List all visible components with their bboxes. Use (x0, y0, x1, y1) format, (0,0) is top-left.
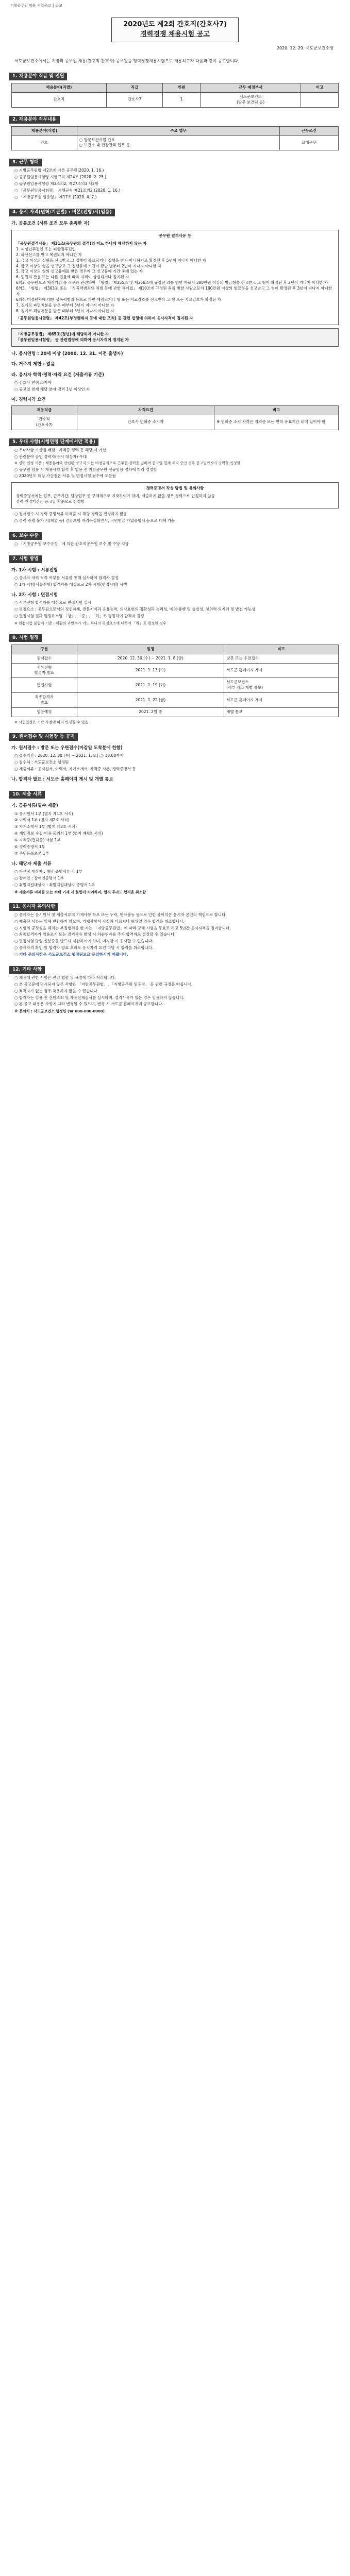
section-10-list-b (14, 869, 339, 888)
table-header: 비고 (224, 645, 339, 654)
section-7-list-b (14, 600, 339, 619)
section-2-heading: 2. 채용분야 직무내용 (9, 116, 60, 124)
section-5-list-2 (14, 512, 339, 524)
section-3-list (14, 168, 339, 200)
list-item: ○ 공고일 현재 해당 분야 경력 1년 이상인 자 (14, 386, 90, 392)
box-line: 6의3. 「형법」 제303조 또는 「성폭력범죄의 처벌 등에 관한 특례법」 제10조에 규정된 죄를 범한 사람으로서 100만원 이상의 벌금형을 선고받고 그 형이 확정된 후 3년이 지나지 아니한 자 (16, 286, 332, 296)
list-item: ○ 평정요소 : 공무원으로서의 정신자세, 전문지식과 응용능력, 의사표현의 정확성과 논리성, 예의·품행 및 성실성, 창의력·의지력 및 발전 가능성 (14, 606, 256, 612)
table-header: 근무 예정부서 (201, 83, 301, 93)
title-meta (7, 45, 343, 52)
disqualification-box (11, 230, 339, 325)
box-line: 8. 징계로 해임처분을 받은 때부터 3년이 지나지 아니한 자 (16, 308, 114, 313)
age-limit-box (11, 328, 339, 347)
table-cell: 서도군 홈페이지 게시 (224, 693, 339, 708)
table-cell: 방문 또는 우편접수 (224, 654, 339, 663)
table-cell: 면접시험 (12, 678, 77, 693)
section-5 (7, 438, 343, 524)
list-item: ○ 기타 문의사항은 서도군보건소 행정팀으로 문의하시기 바랍니다. (14, 952, 128, 957)
list-item: ① 응시원서 1부 (별지 제1호 서식) (14, 811, 73, 816)
section-4-sub-b: 나. 응시연령 : 20세 이상 (2000. 12. 31. 이전 출생자) (11, 351, 123, 357)
section-2 (7, 116, 343, 151)
table-cell: ※ 면허증 소지 자격은 자격증 또는 면허 유효기간 내에 있어야 함 (214, 415, 339, 430)
section-4-sub-d: 라. 응시자 학력·경력·자격 요건 (제출서류 기준) (11, 372, 105, 378)
box-line: 「지방공무원법」 제65조(정년)에 해당하지 아니한 자 (16, 332, 109, 337)
table-row (12, 678, 339, 693)
table-header: 인원 (163, 83, 201, 93)
list-item: ○ 취업지원대상자 : 취업지원대상자 증명서 1부 (14, 882, 95, 887)
table-header: 채용분야(직렬) (12, 83, 107, 93)
section-4-extra (14, 380, 339, 393)
section-3-heading: 3. 근무 형태 (9, 159, 42, 166)
table-cell: 임용예정 (12, 707, 77, 717)
list-item: ○ 본 공고 내용은 사정에 따라 변경될 수 있으며, 변경 시 서도군 홈페이지에 공고합니다. (14, 1002, 163, 1007)
section-7-sub-b: 나. 2차 시험 : 면접시험 (11, 592, 58, 598)
list-item: ○ 「지방공무원 보수규정」에 의한 간호직공무원 보수 및 수당 지급 (14, 541, 129, 546)
section-4-sub-e: 마. 경력자격 요건 (11, 397, 46, 402)
table-header: 비고 (301, 83, 339, 93)
box-title: 공무원 결격사유 등 (158, 233, 192, 239)
table-header: 구분 (12, 645, 77, 654)
table-header: 주요 업무 (77, 126, 279, 135)
list-item: ○ 원서접수 시 경력 증빙서류 미제출 시 해당 경력을 인정하지 않음 (14, 511, 127, 516)
table-cell: 서도군 홈페이지 게시 (224, 663, 339, 678)
section-7-list-a (14, 575, 339, 588)
list-item: ○ 공무원임용시험령 시행규칙 제24조 (2020. 2. 25.) (14, 175, 107, 180)
list-item: ○ 응시자 자격 적격 여부를 서류를 통해 심사하여 합격자 결정 (14, 575, 119, 580)
box-line: 6. 법원의 판결 또는 다른 법률에 따라 자격이 상실되거나 정지된 자 (16, 275, 129, 280)
table-row (12, 654, 339, 663)
list-item: ⑤ 자격증(면허증) 사본 1부 (14, 838, 61, 843)
section-10-heading: 10. 제출 서류 (9, 791, 45, 799)
table-header: 직급 (106, 83, 163, 93)
list-item: ○ 응시자격 확인 및 합격자 발표 후라도 응시자격 요건 미달 시 합격을 취소합니다. (14, 945, 154, 951)
box-line: 4. 금고 이상의 형을 선고받고 그 집행유예 기간이 끝난 날부터 2년이 지나지 아니한 자 (16, 263, 162, 268)
announcement-page (7, 0, 343, 1026)
intro-text: 서도군보건소에서는 지방의 공무원 채용(간호직 간호사) 공무원을 경력경쟁채용시험으로 채용하고자 다음과 같이 공고합니다. (14, 59, 240, 64)
list-item: ○ 간호사 면허 소지자 (14, 380, 52, 385)
table-header: 비고 (214, 406, 339, 415)
table-cell: 1 (163, 92, 201, 107)
meta-org: 서도군보건소장 (305, 45, 334, 50)
title-box (111, 18, 239, 42)
section-9 (7, 733, 343, 783)
table-header: 채용분야(직렬) (12, 126, 77, 135)
section-7-heading: 7. 시험 방법 (9, 555, 42, 563)
section-7-sub-a: 가. 1차 시험 : 서류전형 (11, 567, 58, 573)
box-line: 경력증명서에는 업무, 근무기간, 담당업무 등 구체적으로 기재하여야 하며, 제출하지 않을 경우 경력으로 인정하지 않음 (16, 494, 215, 499)
list-item: ○ 공무원임용시험령 제3조의2, 제27조의3 제2항 (14, 181, 99, 187)
list-item: ○ 경력 증명 불가 시(폐업 등) 건강보험 자격득실확인서, 국민연금 가입증명서 등으로 대체 가능 (14, 518, 175, 523)
section-6 (7, 532, 343, 547)
box-line: 3. 금고 이상의 실형을 선고받고 그 집행이 종료되거나 집행을 받지 아니하기로 확정된 후 5년이 지나지 아니한 자 (16, 258, 206, 263)
box-line: 경력 인정기간은 공고일 기준으로 산정함 (16, 499, 85, 504)
table-cell: 2021. 1. 19.(화) (77, 678, 224, 693)
section-4 (7, 209, 343, 430)
list-item: ○ 접수기간 : 2020. 12. 30.(수) ~ 2021. 1. 8.(금) 18:00까지 (14, 753, 124, 758)
list-item: ○ 1차 시험(서류전형) 합격자를 대상으로 2차 시험(면접시험) 시행 (14, 582, 127, 587)
table-row (12, 135, 339, 150)
list-item: ○ 시험의 공정성을 해치는 부정행위를 한 자는 「지방공무원법」에 따라 당해 시험을 무효로 하고 5년간 응시자격을 정지합니다. (14, 925, 231, 930)
box-line: 6의2. 공무원으로 재직기간 중 직무와 관련하여 「형법」 제355조 및 제356조에 규정된 죄를 범한 자로서 300만원 이상의 벌금형을 선고받고 그 형이 확정된 후 2년이 지나지 아니한 자 (16, 280, 328, 285)
title-line-1: 2020년도 제2회 간호직(간호사7) (123, 21, 227, 29)
list-item: ○ 서류전형 합격자를 대상으로 면접시험 실시 (14, 600, 91, 605)
list-item: ○ 제출된 서류는 일체 반환하지 않으며, 기재사항이 사실과 다르거나 허위일 경우 합격을 취소합니다. (14, 919, 185, 924)
section-9-sub-b: 나. 합격자 발표 : 서도군 홈페이지 게시 및 개별 통보 (11, 776, 113, 782)
section-10 (7, 791, 343, 895)
list-item: ○ 우대사항 가산점 배점 : 자격증·경력 등 해당 시 가산 (14, 447, 106, 452)
table-header: 채용직급 (12, 406, 77, 415)
list-item: ○ 면접시험 결과 평정요소별 「상」, 「중」, 「하」로 평정하여 합격자 결정 (14, 613, 144, 618)
table-cell: 개별 통보 (224, 707, 339, 717)
qualification-table (11, 405, 339, 430)
section-4-sub-c: 다. 거주지 제한 : 없음 (11, 362, 55, 367)
schedule-table (11, 645, 339, 717)
section-7-note: ※ 면접시험 불합격 기준 : 위원의 과반수가 어느 하나의 평정요소에 대하여 「하」로 평정한 경우 (14, 621, 166, 625)
list-item: ⑦ 주민등록초본 1부 (14, 851, 49, 856)
section-10-sub-b: 나. 해당자 제출 서류 (11, 861, 52, 867)
table-cell (301, 92, 339, 107)
table-row (12, 663, 339, 678)
table-header: 근무조건 (279, 126, 338, 135)
list-item: ○ 장애인 : 장애인증명서 1부 (14, 875, 64, 880)
list-item: ○ 최종합격자가 임용포기 또는 결격사유 발생 시 차순위자를 추가 합격자로 결정할 수 있습니다. (14, 932, 176, 937)
box-line: 「공무원임용시험령」 등 관련법령에 의하여 응시자격이 정지된 자 (16, 337, 129, 343)
list-item: ○ 응시자는 응시원서 및 제출서류의 기재사항 착오 또는 누락, 연락불능 등으로 인한 불이익은 응시자 본인의 책임으로 합니다. (14, 912, 227, 917)
recruit-table (11, 83, 339, 108)
section-9-list (14, 753, 339, 772)
list-item: ○ 접수처 : 서도군보건소 행정팀 (14, 760, 69, 765)
top-note: 지방공무원 임용 시험공고 │ 공고 (10, 4, 63, 8)
title-line-2: 경력경쟁 채용시험 공고 (140, 30, 210, 38)
duty-table (11, 126, 339, 151)
section-6-list (14, 541, 339, 547)
table-header: 일정 (77, 645, 224, 654)
table-cell: 2021. 1. 13.(수) (77, 663, 224, 678)
box-line: 2. 파산선고를 받고 복권되지 아니한 자 (16, 252, 82, 257)
section-7 (7, 555, 343, 626)
section-5-heading: 5. 우대 사항(시행연령 단계에서만 적용) (9, 438, 98, 446)
table-header: 자격요건 (77, 406, 214, 415)
list-item: ○ 지방공무원법 제2조에 따른 공무원(2020. 1. 16.) (14, 168, 104, 173)
meta-date: 2020. 12. 29. (276, 45, 305, 50)
table-cell: 2021. 2월 중 (77, 707, 224, 717)
section-8 (7, 634, 343, 725)
table-cell: 원서접수 (12, 654, 77, 663)
table-cell: 서류전형 합격자 발표 (12, 663, 77, 678)
table-cell: 간호직 (12, 92, 107, 107)
table-cell: 2020. 12. 30.(수) ~ 2021. 1. 8.(금) (77, 654, 224, 663)
title-area (7, 18, 343, 42)
box-line: 1. 피성년후견인 또는 피한정후견인 (16, 246, 76, 251)
table-cell: 간호사 면허증 소지자 (77, 415, 214, 430)
list-item: ○ 「공무원임용시험령」 시행규칙 제21조의2 (2020. 1. 16.) (14, 188, 121, 193)
list-item: ⑥ 경력증명서 1부 (14, 844, 45, 849)
list-item: ○ 공무원 임용 시 채용시험 합격 후 임용 전 지방공무원 신규임용 절차에 따라 결정함 (14, 467, 157, 472)
table-cell: 2021. 1. 22.(금) (77, 693, 224, 708)
table-cell: 서도군보건소 (방문 보건팀 등) (201, 92, 301, 107)
section-12-list (14, 975, 339, 1007)
list-item: ○ 채용에 관한 사항은 관련 법령 및 규정에 따라 처리합니다. (14, 975, 116, 980)
table-cell: 간호사7 (106, 92, 163, 107)
section-5-list (14, 448, 339, 480)
list-item: ○ 합격자는 임용 전 신원조회 및 채용신체검사를 실시하며, 결격사유가 있는 경우 임용하지 않습니다. (14, 995, 185, 1000)
list-item: ○ 면접시험 당일 신분증을 반드시 지참하여야 하며, 미지참 시 응시할 수 없습니다. (14, 939, 154, 944)
list-item: ○ 2020년도 해당 가산점은 서류 및 면접시험 점수에 포함됨 (14, 473, 116, 479)
list-item: ○ 가산점 대상자 : 해당 증빙서류 각 1부 (14, 869, 82, 874)
list-item: ○ 「지방공무원 임용령」 제17조 (2020. 4. 7.) (14, 194, 97, 199)
table-cell: 최종합격자 발표 (12, 693, 77, 708)
list-item: ○ 제출서류 : 응시원서, 이력서, 자기소개서, 자격증 사본, 경력증명서 등 (14, 766, 136, 771)
section-9-sub-a: 가. 원서접수 : 방문 또는 우편접수(마감일 도착분에 한함) (11, 745, 123, 751)
table-row (12, 693, 339, 708)
career-box (11, 482, 339, 509)
section-12-heading: 12. 기타 사항 (9, 966, 45, 974)
list-item: ③ 자기소개서 1부 (별지 제3호 서식) (14, 824, 77, 829)
section-10-warning: ※ 제출서류 미제출 또는 허위 기재 시 불합격 처리하며, 합격 후라도 합격을 취소함 (14, 890, 146, 894)
table-cell: 간호 (12, 135, 77, 150)
list-item: ○ 본 공고문에 명시되지 않은 사항은 「지방공무원법」, 「지방공무원 임용령」 등 관련 규정을 따릅니다. (14, 981, 193, 987)
section-1 (7, 73, 343, 108)
section-11 (7, 903, 343, 958)
section-10-sub-a: 가. 공통서류(필수 제출) (11, 803, 58, 809)
box-line: 7. 징계로 파면처분을 받은 때부터 5년이 지나지 아니한 자 (16, 302, 114, 308)
table-cell: 간호직 (간호사7) (12, 415, 77, 430)
list-item: ② 이력서 1부 (별지 제2호 서식) (14, 818, 70, 823)
box-foot: 「공무원임용시험령」 제42조(부정행위자 등에 대한 조치) 등 관련 법령에 의하여 응시자격이 정지된 자 (16, 316, 193, 321)
section-1-heading: 1. 채용분야 직급 및 인원 (9, 73, 67, 80)
table-cell: 서도군보건소 (세부 장소 개별 통보) (224, 678, 339, 693)
box-title: 경력증명서 작성 방법 및 유의사항 (146, 486, 204, 491)
section-6-heading: 6. 보수 수준 (9, 532, 42, 540)
table-cell: ○ 방문보건사업 간호 ○ 보건소 내 건강관리 업무 등 (77, 135, 279, 150)
box-line: 6의4. 미성년자에 대한 성폭력범죄 등으로 파면·해임되거나 형 또는 치료감호를 선고받아 그 형 또는 치료감호가 확정된 자 (16, 297, 221, 302)
section-9-heading: 9. 원서접수 및 시험장 등 공지 (9, 733, 78, 741)
list-item: ※ 경력 인정 기준 : 채용분야와 관련된 정규직 또는 비정규직으로 근무한 경력을 말하며 공고일 현재 재직 중인 경우 공고일까지의 경력을 인정함 (14, 461, 241, 466)
section-8-heading: 8. 시험 일정 (9, 634, 42, 642)
box-line: 5. 금고 이상의 형의 선고유예를 받은 경우에 그 선고유예 기간 중에 있는 자 (16, 269, 143, 274)
section-8-note: ※ 시험일정은 기관 사정에 따라 변경될 수 있음 (14, 720, 89, 724)
table-row (12, 707, 339, 717)
table-row (12, 92, 339, 107)
list-item: ○ 적격자가 없는 경우 채용하지 않을 수 있습니다. (14, 988, 99, 993)
contact-note: ※ 문의처 : 서도군보건소 행정팀 (☎ 000-000-0000) (14, 1009, 105, 1014)
box-line: 「공무원결격사유」 제31조(공무원의 결격)의 어느 하나에 해당하지 않는 자 (16, 241, 147, 246)
section-11-heading: 11. 응시자 유의사항 (9, 903, 58, 911)
section-4-heading: 4. 응시 자격(면허/기관별) : 비본(전형)시(임용) (9, 209, 115, 216)
list-item: ④ 개인정보 수집·이용 동의서 1부 (별지 제4호 서식) (14, 831, 103, 836)
section-12 (7, 966, 343, 1014)
section-3 (7, 159, 343, 200)
table-cell: 교대근무 (279, 135, 338, 150)
table-row (12, 415, 339, 430)
section-11-list (14, 912, 339, 958)
section-4-sub-a: 가. 공통조건 (서류 조건 모두 충족한 자) (11, 221, 90, 226)
list-item: ○ 관련분야 공인 경력자(응시 대상자) 우대 (14, 454, 87, 459)
section-10-list-a (14, 811, 339, 857)
